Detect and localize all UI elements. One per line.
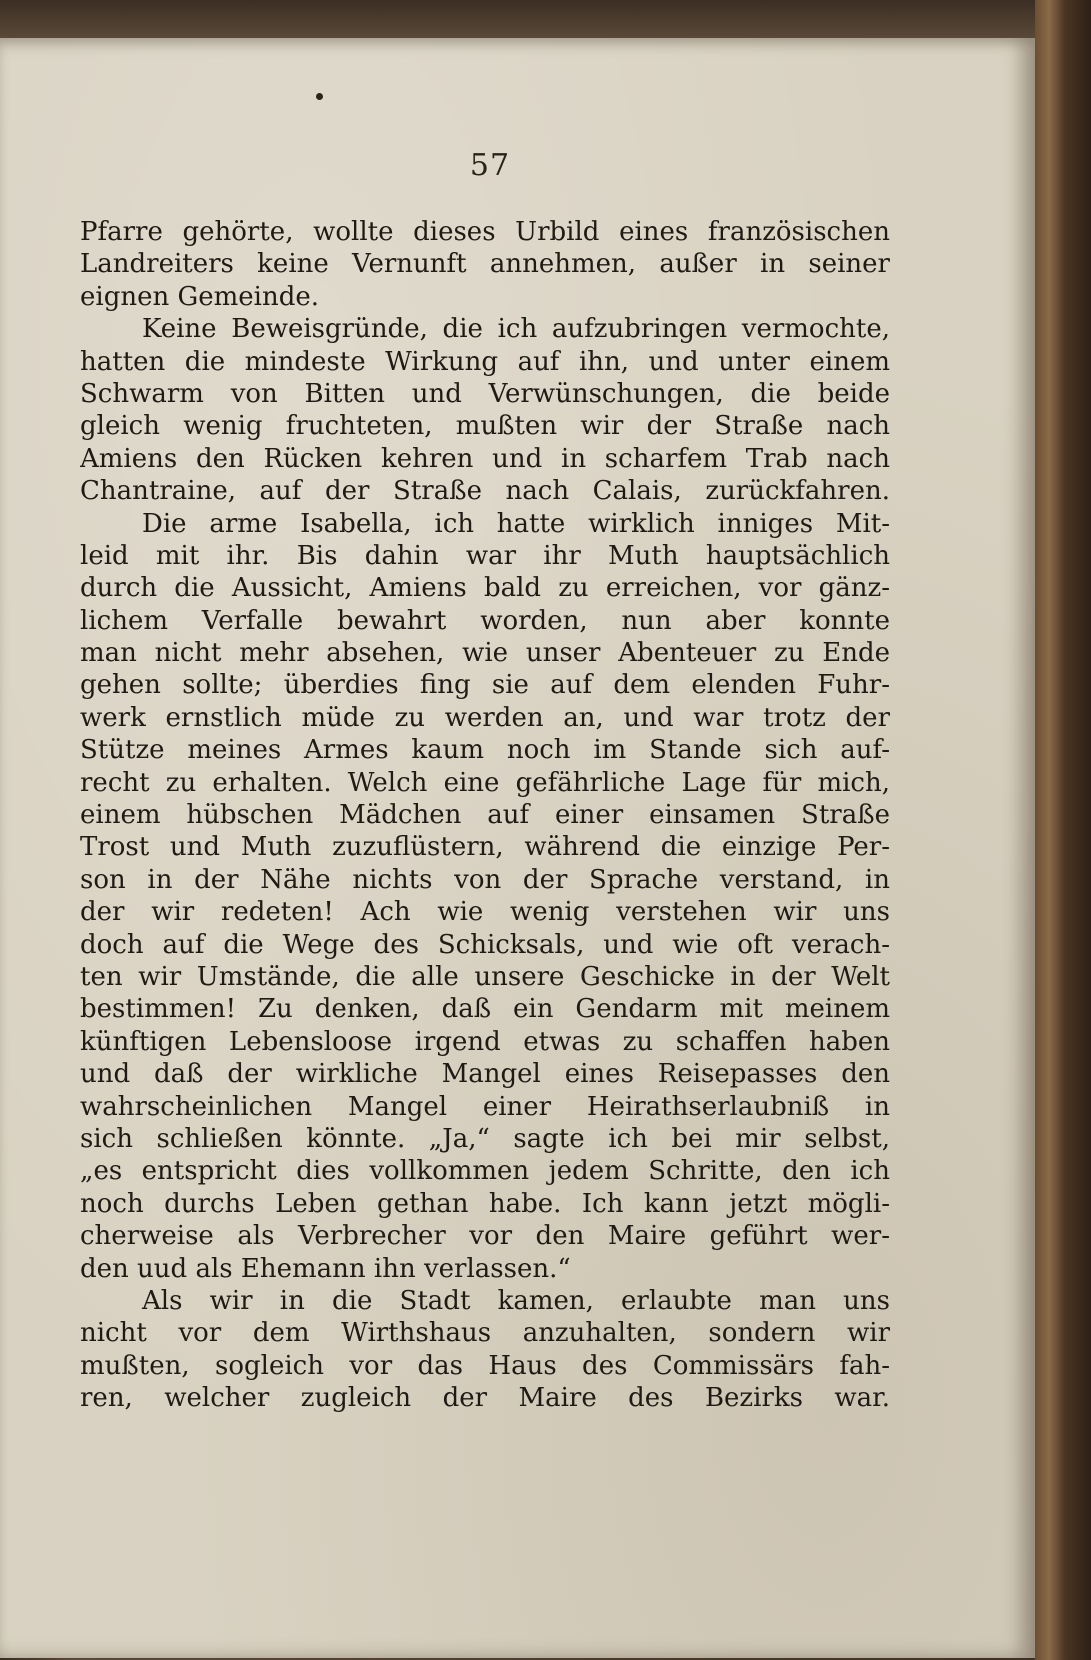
- scan-top-edge: [0, 0, 1091, 40]
- text-line: lichem Verfalle bewahrt worden, nun aber konnte: [80, 605, 890, 636]
- body-text: [80, 216, 890, 1414]
- text-line: bestimmen! Zu denken, daß ein Gendarm mit meinem: [80, 994, 890, 1025]
- text-line: sich schließen könnte. „Ja,“ sagte ich bei mir selbst,: [80, 1123, 890, 1154]
- text-line: doch auf die Wege des Schicksals, und wie oft verach-: [80, 929, 890, 960]
- text-line: leid mit ihr. Bis dahin war ihr Muth hauptsächlich: [80, 540, 890, 571]
- text-line: man nicht mehr absehen, wie unser Abenteuer zu Ende: [80, 638, 890, 669]
- text-line: Pfarre gehörte, wollte dieses Urbild eines französischen: [80, 217, 890, 247]
- text-line: „es entspricht dies vollkommen jedem Schritte, den ich: [80, 1156, 890, 1187]
- text-line: noch durchs Leben gethan habe. Ich kann jetzt mögli-: [80, 1188, 890, 1219]
- text-line: son in der Nähe nichts von der Sprache verstand, in: [80, 864, 890, 895]
- text-line: mußten, sogleich vor das Haus des Commissärs fah-: [80, 1350, 890, 1381]
- book-page: [0, 38, 1035, 1658]
- text-line: Schwarm von Bitten und Verwünschungen, die beide: [80, 378, 890, 409]
- ink-speck: [316, 93, 323, 100]
- text-line: gleich wenig fruchteten, mußten wir der Straße nach: [80, 411, 890, 442]
- text-line: Trost und Muth zuzuflüstern, während die einzige Per-: [80, 832, 890, 863]
- text-line: recht zu erhalten. Welch eine gefährliche Lage für mich,: [80, 767, 890, 798]
- text-line: künftigen Lebensloose irgend etwas zu schaffen haben: [80, 1026, 890, 1057]
- text-line: ten wir Umstände, die alle unsere Geschicke in der Welt: [80, 961, 890, 992]
- text-line: hatten die mindeste Wirkung auf ihn, und unter einem: [80, 346, 890, 377]
- text-line: Stütze meines Armes kaum noch im Stande sich auf-: [80, 735, 890, 766]
- text-line: Als wir in die Stadt kamen, erlaubte man uns: [142, 1285, 890, 1316]
- text-line: ren, welcher zugleich der Maire des Bezirks war.: [80, 1383, 890, 1414]
- text-line: der wir redeten! Ach wie wenig verstehen wir uns: [80, 897, 890, 928]
- book-spine: [1035, 0, 1091, 1660]
- text-line: Chantraine, auf der Straße nach Calais, zurückfahren.: [80, 476, 890, 507]
- text-line: gehen sollte; überdies fing sie auf dem elenden Fuhr-: [80, 670, 890, 701]
- text-line: nicht vor dem Wirthshaus anzuhalten, sondern wir: [80, 1318, 890, 1349]
- text-line: Die arme Isabella, ich hatte wirklich inniges Mit-: [142, 508, 890, 539]
- text-line: wahrscheinlichen Mangel einer Heirathserlaubniß in: [80, 1091, 890, 1122]
- text-line: Keine Beweisgründe, die ich aufzubringen vermochte,: [142, 314, 890, 345]
- text-line: eignen Gemeinde.: [80, 281, 320, 312]
- text-line: und daß der wirkliche Mangel eines Reisepasses den: [80, 1059, 890, 1090]
- page-number: 57: [469, 148, 511, 183]
- text-line: durch die Aussicht, Amiens bald zu erreichen, vor gänz-: [80, 573, 890, 604]
- text-line: einem hübschen Mädchen auf einer einsamen Straße: [80, 800, 890, 831]
- text-line: Amiens den Rücken kehren und in scharfem Trab nach: [80, 443, 890, 474]
- text-line: den uud als Ehemann ihn verlassen.“: [80, 1253, 571, 1284]
- text-line: Landreiters keine Vernunft annehmen, außer in seiner: [80, 249, 890, 280]
- text-line: cherweise als Verbrecher vor den Maire geführt wer-: [80, 1221, 890, 1252]
- text-line: werk ernstlich müde zu werden an, und war trotz der: [80, 702, 890, 733]
